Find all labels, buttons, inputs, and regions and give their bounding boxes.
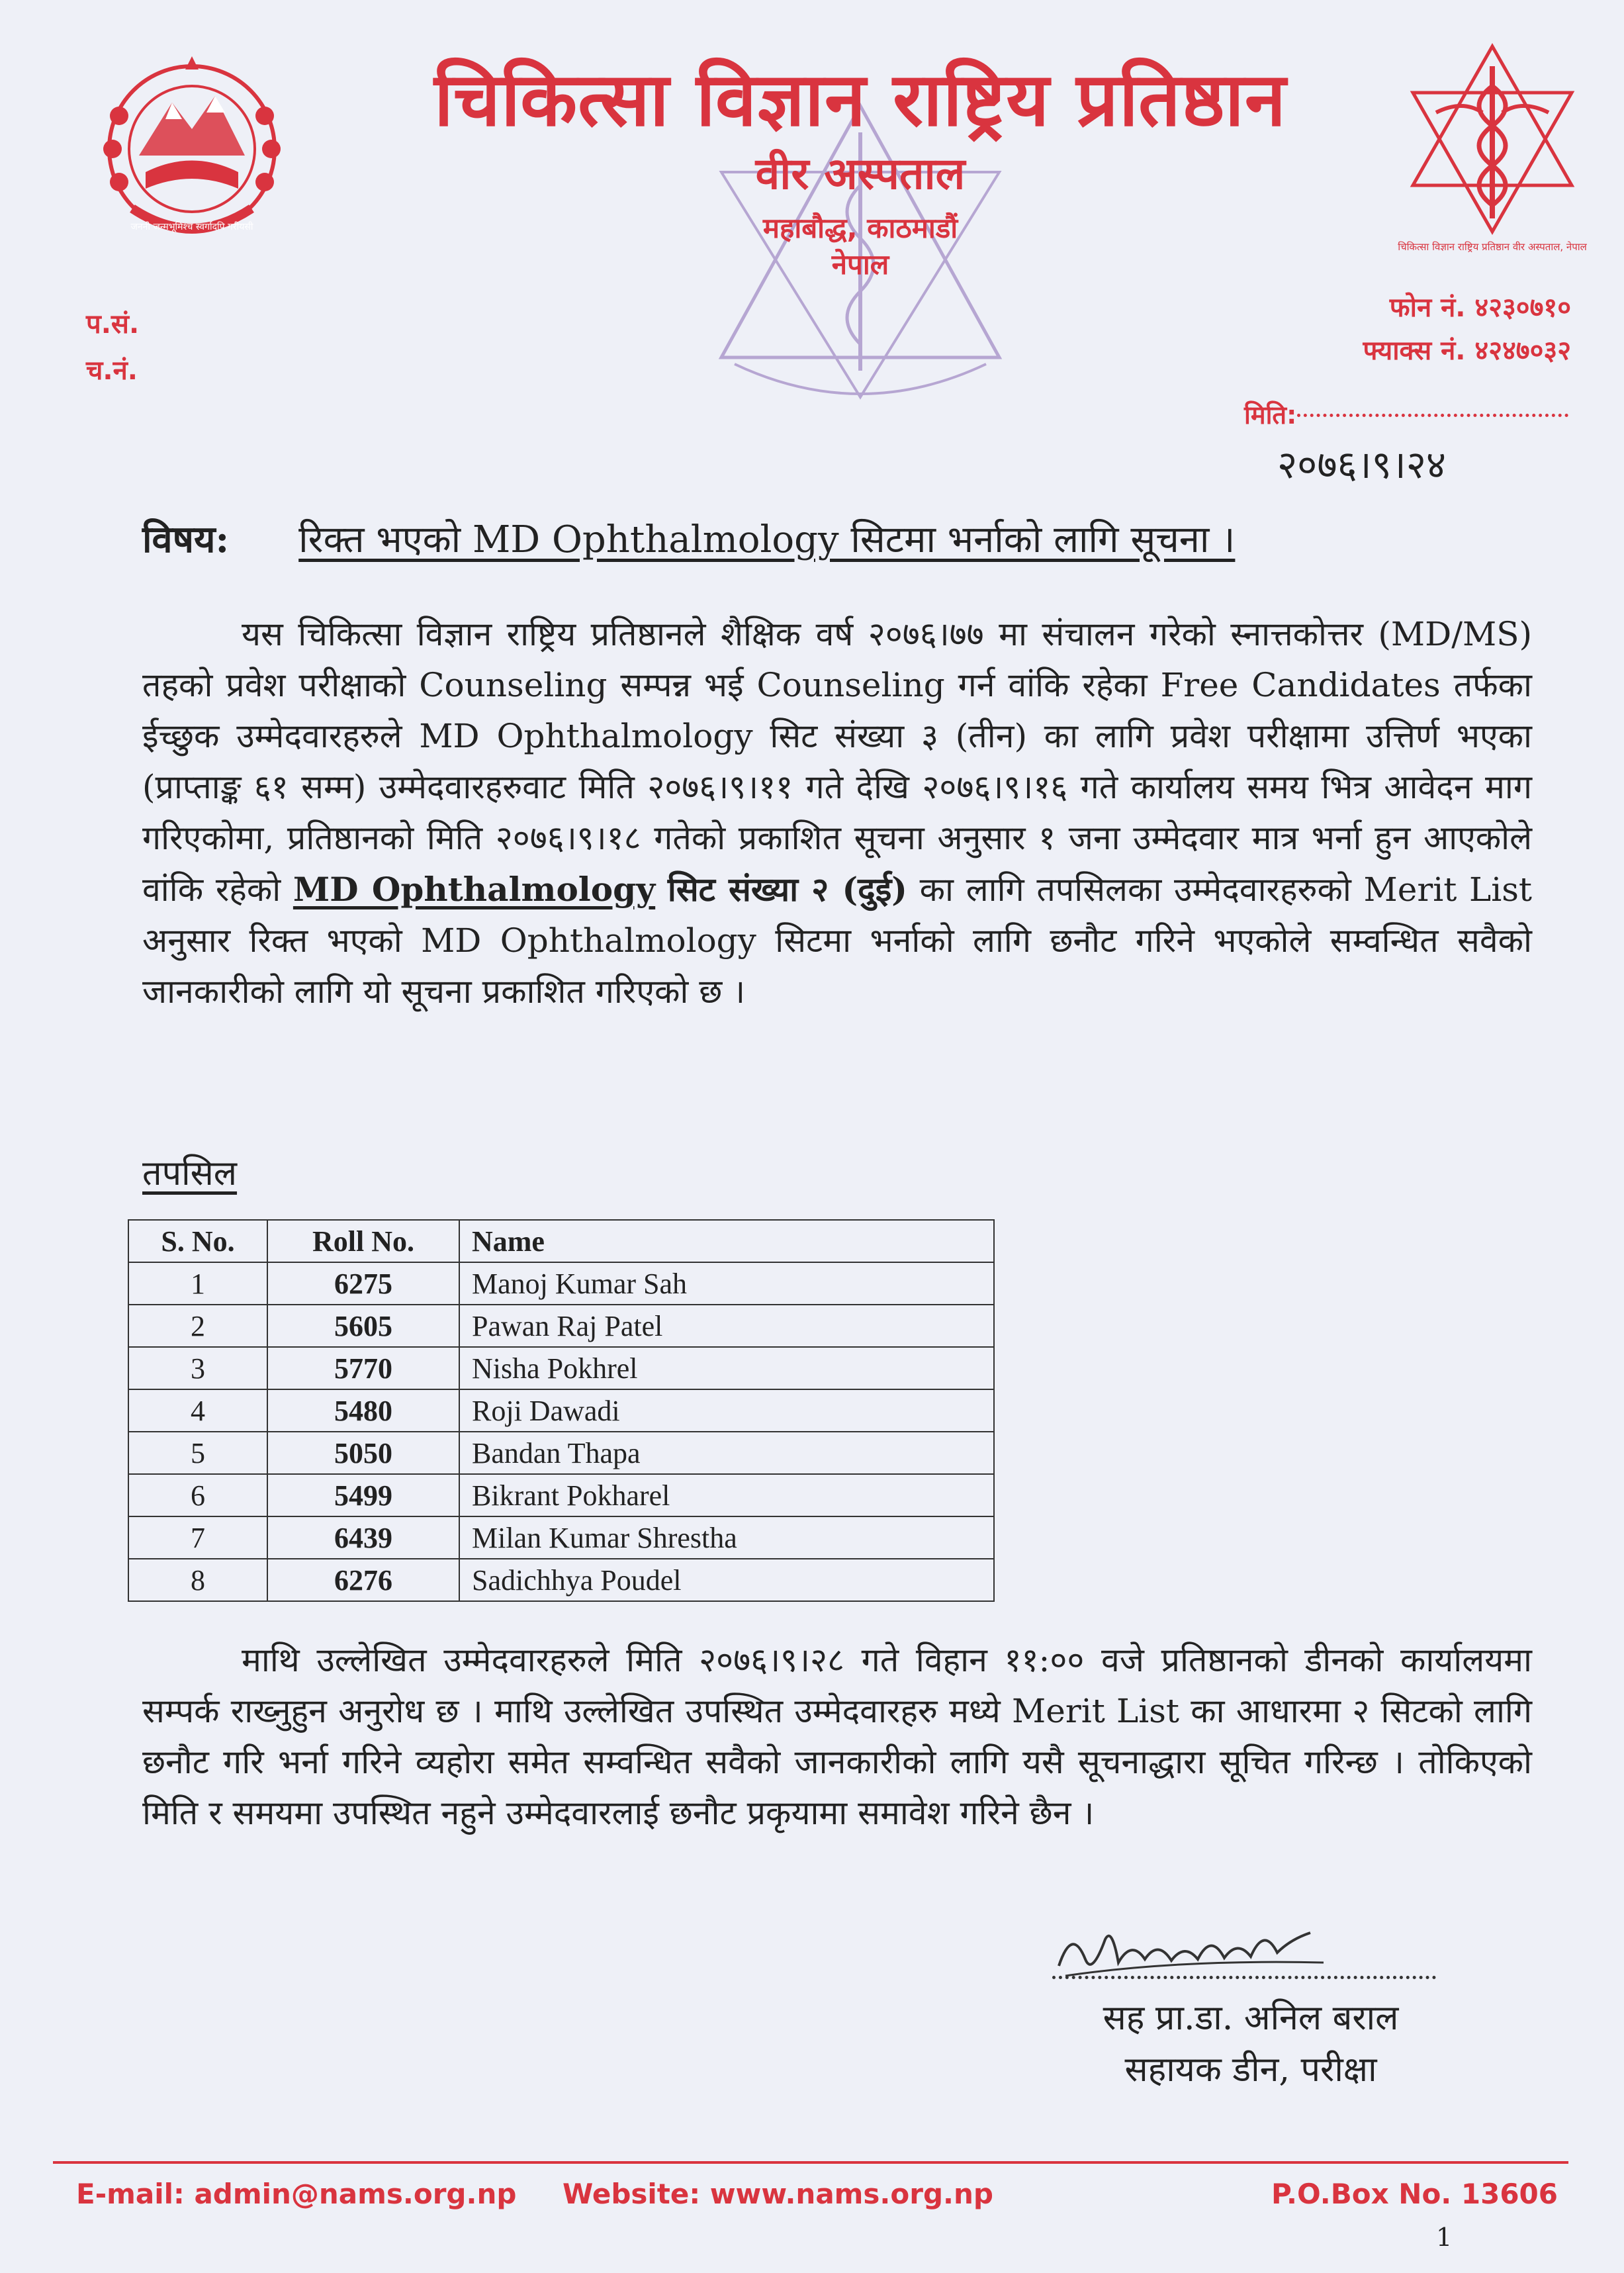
- para2-text: माथि उल्लेखित उम्मेदवारहरुले मिति २०७६।९।२८ गते विहान ११:०० वजे प्रतिष्ठानको डीनको कार्यालयमा सम्पर्क राख्नुहुन अनुरोध छ । माथि उल्लेखित उपस्थित उम्मेदवारहरु मध्ये Merit List का आधारमा २ सिटको लागि छनौट गरि भर्ना गरिने व्यहोरा समेत सम्वन्धित सवैको जानकारीको लागि यसै सूचनाद्धारा सूचित गरिन्छ । तोकिएको मिति र समयमा उपस्थित नहुने उम्मेदवारलाई छनौट प्रकृयामा समावेश गरिने छैन ।: [142, 1641, 1532, 1832]
- signatory-title: सहायक डीन, परीक्षा: [1124, 2050, 1377, 2090]
- nams-star-logo: [1396, 40, 1588, 265]
- para1-seats: सिट संख्या २ (दुई): [667, 870, 907, 909]
- address-line-1: महाबौद्ध, काठमाडौं: [762, 212, 958, 244]
- col-header-sno: S. No.: [128, 1220, 267, 1262]
- hospital-name: वीर अस्पताल: [755, 148, 966, 199]
- ref-cn: च.नं.: [86, 355, 138, 386]
- cell-sno: 4: [128, 1389, 267, 1432]
- body-paragraph-1: [142, 609, 1532, 1017]
- cell-name: Nisha Pokhrel: [459, 1347, 994, 1389]
- cell-sno: 2: [128, 1305, 267, 1347]
- signature-dotted-line: [1052, 1976, 1436, 1979]
- nepal-emblem-logo: [93, 56, 291, 248]
- signatory-block: [1052, 1992, 1449, 2096]
- emblem-motto: जननी जन्मभूमिश्च स्वर्गादपि गरीयसी: [130, 222, 253, 232]
- cell-sno: 1: [128, 1262, 267, 1305]
- cell-name: Roji Dawadi: [459, 1389, 994, 1432]
- subject-line: [142, 513, 1558, 563]
- phone-number: फोन नं. ४२३०७१०: [1389, 293, 1571, 323]
- footer-email: E-mail: admin@nams.org.np: [76, 2178, 517, 2210]
- date-label: मिति:: [1244, 400, 1297, 430]
- cell-sno: 3: [128, 1347, 267, 1389]
- table-row: [128, 1262, 994, 1305]
- para1-part-a: यस चिकित्सा विज्ञान राष्ट्रिय प्रतिष्ठानले शैक्षिक वर्ष २०७६।७७ मा संचालन गरेको स्नात्तकोत्तर (MD/MS) तहको प्रवेश परीक्षाको Counseling सम्पन्न भई Counseling गर्न वांकि रहेका Free Candidates तर्फका ईच्छुक उम्मेदवारहरुले MD Ophthalmology सिट संख्या ३ (तीन) का लागि प्रवेश परीक्षामा उत्तिर्ण भएका (प्राप्ताङ्क ६१ सम्म) उम्मेदवारहरुवाट मिति २०७६।९।११ गते देखि २०७६।९।१६ गते कार्यालय समय भित्र आवेदन माग गरिएकोमा, प्रतिष्ठानको मिति २०७६।९।१८ गतेको प्रकाशित सूचना अनुसार १ जना उम्मेदवार मात्र भर्ना हुन आएकोले वांकि रहेको: [142, 615, 1532, 909]
- table-row: [128, 1389, 994, 1432]
- cell-name: Manoj Kumar Sah: [459, 1262, 994, 1305]
- table-row: [128, 1559, 994, 1601]
- ref-ps: प.सं.: [86, 309, 140, 340]
- logo-caption: चिकित्सा विज्ञान राष्ट्रिय प्रतिष्ठान वीर अस्पताल, नेपाल: [1398, 241, 1587, 253]
- cell-sno: 8: [128, 1559, 267, 1601]
- table-row: [128, 1305, 994, 1347]
- cell-name: Bikrant Pokharel: [459, 1474, 994, 1516]
- cell-roll: 6276: [267, 1559, 459, 1601]
- signatory-name: सह प्रा.डा. अनिल बराल: [1103, 1998, 1399, 2038]
- cell-roll: 5605: [267, 1305, 459, 1347]
- footer-pobox: P.O.Box No. 13606: [1271, 2178, 1558, 2210]
- date-value: २०७६।९।२४: [1277, 442, 1447, 487]
- table-header-row: [128, 1220, 994, 1262]
- cell-roll: 6275: [267, 1262, 459, 1305]
- table-row: [128, 1474, 994, 1516]
- body-paragraph-2: [142, 1635, 1532, 1839]
- address-line-2: नेपाल: [831, 248, 889, 281]
- cell-sno: 7: [128, 1516, 267, 1559]
- cell-name: Pawan Raj Patel: [459, 1305, 994, 1347]
- col-header-roll: Roll No.: [267, 1220, 459, 1262]
- para1-course: MD Ophthalmology: [293, 870, 656, 909]
- cell-name: Bandan Thapa: [459, 1432, 994, 1474]
- cell-roll: 5480: [267, 1389, 459, 1432]
- tapasil-heading: तपसिल: [142, 1154, 238, 1193]
- fax-number: फ्याक्स नं. ४२४७०३२: [1363, 336, 1571, 366]
- date-dotted-line: [1297, 414, 1568, 417]
- footer-divider: [53, 2161, 1568, 2164]
- para1-part-b: का लागि तपसिलका उम्मेदवारहरुको Merit List अनुसार रिक्त भएको MD Ophthalmology सिटमा भर्नाको लागि छनौट गरिने भएकोले सम्वन्धित सवैको जानकारीको लागि यो सूचना प्रकाशित गरिएको छ ।: [142, 870, 1532, 1011]
- col-header-name: Name: [459, 1220, 994, 1262]
- table-row: [128, 1347, 994, 1389]
- org-name: चिकित्सा विज्ञान राष्ट्रिय प्रतिष्ठान: [433, 57, 1287, 143]
- cell-name: Sadichhya Poudel: [459, 1559, 994, 1601]
- cell-name: Milan Kumar Shrestha: [459, 1516, 994, 1559]
- merit-list-table: [128, 1219, 995, 1602]
- table-row: [128, 1432, 994, 1474]
- cell-roll: 5050: [267, 1432, 459, 1474]
- subject-text: रिक्त भएको MD Ophthalmology सिटमा भर्नाको लागि सूचना ।: [298, 518, 1236, 561]
- cell-sno: 6: [128, 1474, 267, 1516]
- footer-website: Website: www.nams.org.np: [563, 2178, 993, 2210]
- cell-roll: 5499: [267, 1474, 459, 1516]
- cell-roll: 5770: [267, 1347, 459, 1389]
- page-number: 1: [1436, 2223, 1453, 2252]
- cell-sno: 5: [128, 1432, 267, 1474]
- table-row: [128, 1516, 994, 1559]
- cell-roll: 6439: [267, 1516, 459, 1559]
- subject-label: विषय:: [142, 518, 230, 561]
- handwritten-signature: [1046, 1913, 1337, 1986]
